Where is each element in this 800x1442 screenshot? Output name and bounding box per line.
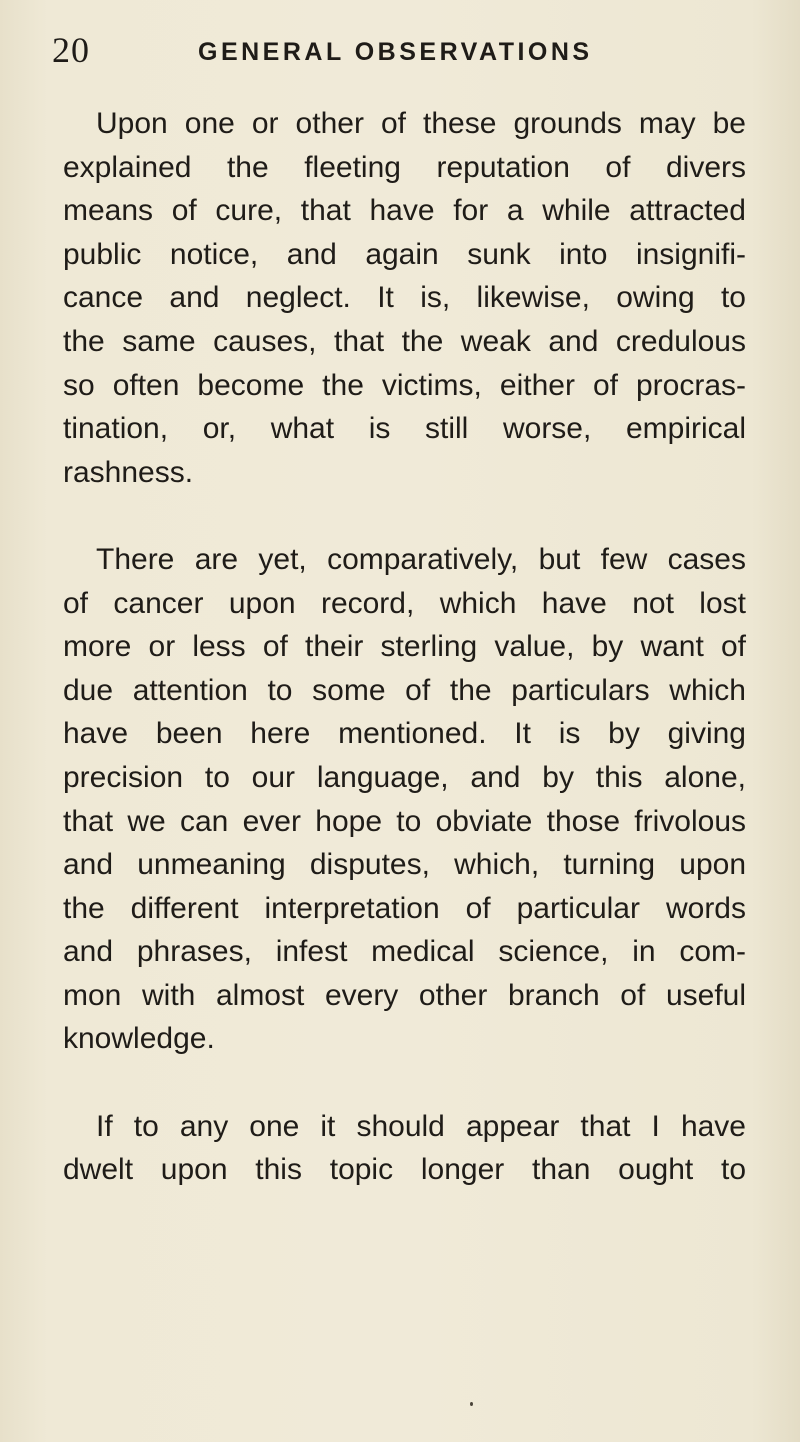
text-line: dwelt upon this topic longer than ought to [63, 1153, 746, 1187]
text-line: due attention to some of the particulars which [63, 673, 746, 707]
text-line: of cancer upon record, which have not lost [63, 586, 746, 620]
paragraph-1 [63, 102, 746, 494]
paragraph-2 [63, 538, 746, 1061]
text-line: rashness. [63, 455, 194, 489]
text-line: more or less of their sterling value, by want of [63, 630, 746, 664]
text-line: so often become the victims, either of procras- [63, 368, 746, 402]
text-line: explained the fleeting reputation of divers [63, 150, 746, 184]
running-head: GENERAL OBSERVATIONS [198, 38, 593, 66]
text-line: that we can ever hope to obviate those frivolous [63, 804, 746, 838]
text-line: tination, or, what is still worse, empirical [63, 412, 746, 446]
text-line: If to any one it should appear that I have [96, 1109, 746, 1143]
text-line: precision to our language, and by this alone, [63, 760, 746, 794]
text-line: have been here mentioned. It is by giving [63, 717, 746, 751]
text-line: the same causes, that the weak and credulous [63, 324, 746, 358]
body-text [63, 102, 746, 1192]
text-line: means of cure, that have for a while attracted [63, 194, 746, 228]
text-line: and unmeaning disputes, which, turning upon [63, 848, 746, 882]
text-line: mon with almost every other branch of useful [63, 978, 746, 1012]
ink-speck [470, 1402, 473, 1406]
text-line: and phrases, infest medical science, in com- [63, 935, 746, 969]
text-line: Upon one or other of these grounds may be [96, 107, 746, 140]
text-line: the different interpretation of particular words [63, 891, 746, 925]
text-line: knowledge. [63, 1022, 215, 1056]
page-number: 20 [52, 30, 90, 70]
text-line: public notice, and again sunk into insignifi- [63, 237, 746, 271]
page-header [52, 26, 752, 74]
paragraph-3 [63, 1105, 746, 1192]
text-line: cance and neglect. It is, likewise, owing to [63, 281, 746, 315]
text-line: There are yet, comparatively, but few cases [96, 542, 746, 576]
